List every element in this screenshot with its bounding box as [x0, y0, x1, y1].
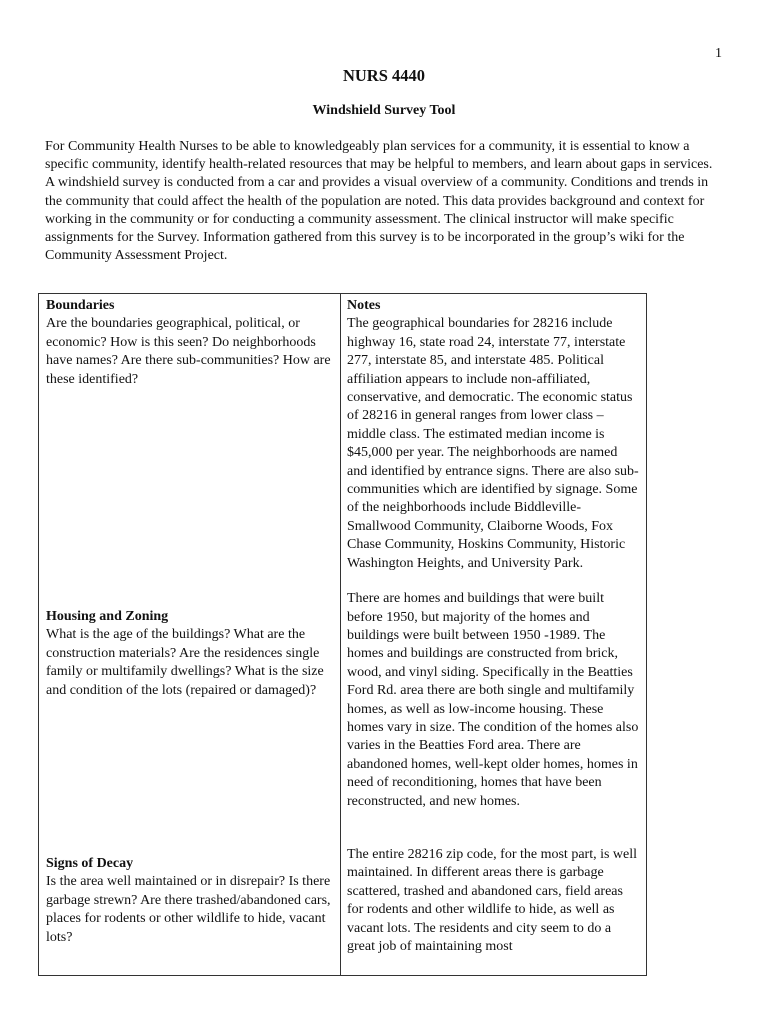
- section-question: Are the boundaries geographical, political, or economic? How is this seen? Do neighborhoods have names? Are there sub-communities? How are these identified?: [46, 316, 331, 387]
- notes-heading: Notes: [347, 298, 381, 313]
- spacer: [46, 700, 334, 855]
- table-row: [39, 294, 647, 976]
- section-heading: Housing and Zoning: [46, 609, 169, 625]
- section-housing-zoning: [46, 608, 334, 700]
- section-signs-of-decay: [46, 855, 334, 947]
- intro-paragraph: For Community Health Nurses to be able to knowledgeably plan services for a community, it is essential to know a specific community, identify health-related resources that may be helpful to members, and learn about gaps in services. A windshield survey is conducted from a car and provides a visual overview of a community. Conditions and trends in the community that could affect the health of the population are noted. This data provides background and context for working in the community or for conducting a community assessment. The clinical instructor will make specific assignments for the Survey. Information gathered from this survey is to be incorporated in the group’s wiki for the Community Assessment Project.: [45, 139, 713, 264]
- spacer: [347, 811, 641, 846]
- section-heading: Signs of Decay: [46, 856, 134, 872]
- course-title: NURS 4440: [342, 66, 426, 85]
- notes-housing-zoning: There are homes and buildings that were built before 1950, but majority of the homes and buildings were built between 1950 -1989. The homes and buildings are constructed from brick, wood, and vinyl siding. Specifically in the Beatties Ford Rd. area there are both single and multifamily homes, as well as low-income housing. These homes vary in size. The condition of the homes also varies in the Beatties Ford area. There are abandoned homes, well-kept older homes, homes in need of reconditioning, homes that have been reconstructed, and new homes.: [347, 591, 639, 809]
- questions-cell: [39, 294, 341, 976]
- spacer: [46, 389, 334, 608]
- page-number: 1: [715, 46, 722, 61]
- spacer: [347, 573, 641, 590]
- notes-cell: [341, 294, 647, 976]
- section-boundaries: [46, 297, 334, 389]
- notes-boundaries: The geographical boundaries for 28216 include highway 16, state road 24, interstate 77, interstate 277, interstate 85, and interstate 485. Political affiliation appears to include non-affiliated, conservative, and democratic. The economic status of 28216 in general ranges from lower class – middle class. The estimated median income is $45,000 per year. The neighborhoods are named and identified by entrance signs. There are also sub-communities which are identified by signage. Some of the neighborhoods include Biddleville-Smallwood Community, Claiborne Woods, Fox Chase Community, Hoskins Community, Historic Washington Heights, and University Park.: [347, 316, 639, 571]
- notes-signs-of-decay: The entire 28216 zip code, for the most part, is well maintained. In different areas there is garbage scattered, trashed and abandoned cars, field areas for rodents and other wildlife to hide, as well as vacant lots. The residents and city seem to do a great job of maintaining most: [347, 846, 638, 954]
- section-question: Is the area well maintained or in disrepair? Is there garbage strewn? Are there trashed/abandoned cars, places for rodents or other wildlife to hide, vacant lots?: [46, 874, 331, 945]
- document-title: Windshield Survey Tool: [312, 103, 456, 118]
- section-heading: Boundaries: [46, 298, 115, 313]
- section-question: What is the age of the buildings? What are the construction materials? Are the residences single family or multifamily dwellings? What is the size and condition of the lots (repaired or damaged)?: [46, 627, 324, 698]
- survey-table: [38, 293, 647, 976]
